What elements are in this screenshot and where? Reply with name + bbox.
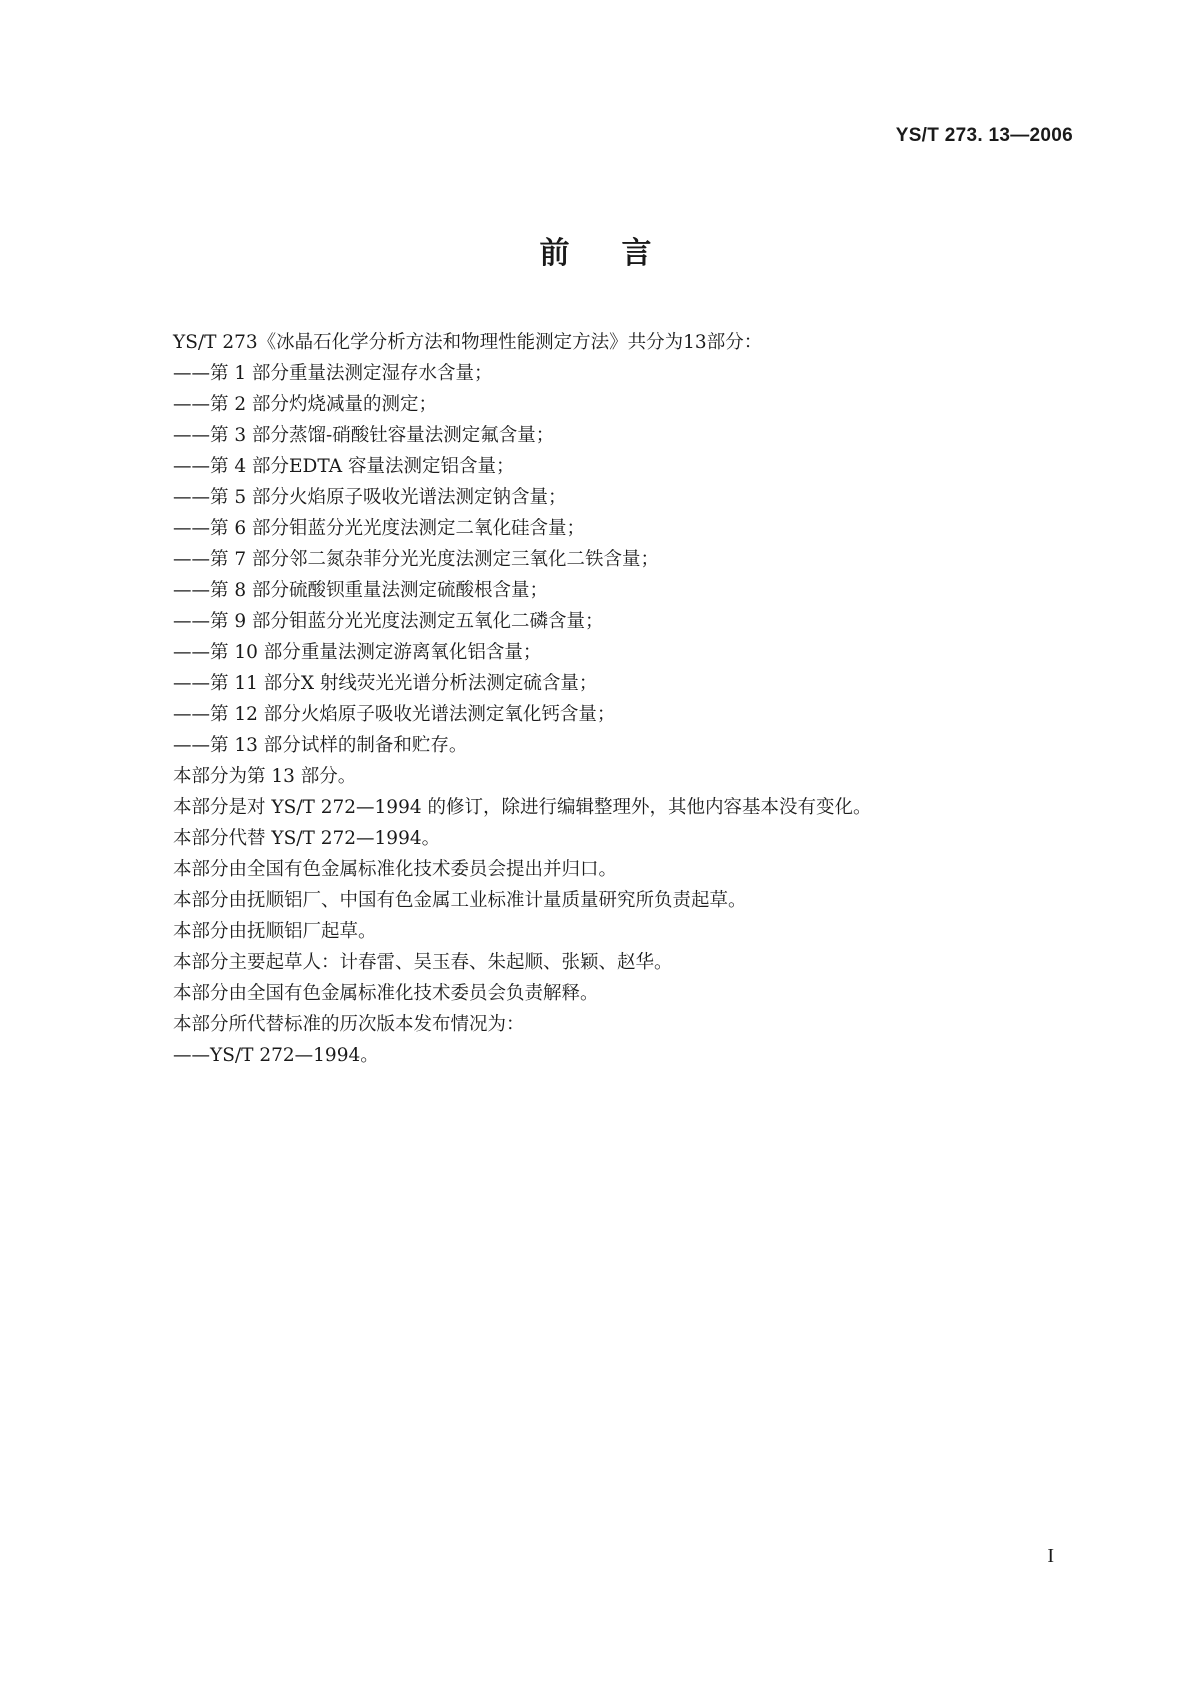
paragraph: 本部分代替 YS/T 272—1994。 bbox=[173, 828, 441, 849]
part-number: ——第 2 部分 bbox=[173, 394, 290, 415]
list-item bbox=[173, 637, 1073, 668]
intro-line: YS/T 273《冰晶石化学分析方法和物理性能测定方法》共分为13部分： bbox=[173, 332, 763, 353]
history-item: ——YS/T 272—1994。 bbox=[173, 1045, 379, 1066]
part-description: 蒸馏-硝酸钍容量法测定氟含量； bbox=[289, 425, 555, 446]
part-number: ——第 5 部分 bbox=[173, 487, 290, 508]
paragraph: 本部分由抚顺铝厂、中国有色金属工业标准计量质量研究所负责起草。 bbox=[173, 890, 747, 911]
page-title: 前言 bbox=[539, 236, 704, 271]
part-number: ——第 10 部分 bbox=[173, 642, 301, 663]
part-description: 重量法测定湿存水含量； bbox=[289, 363, 493, 384]
part-number: ——第 6 部分 bbox=[173, 518, 290, 539]
list-item bbox=[173, 575, 1073, 606]
foreword-body bbox=[173, 327, 1073, 1071]
paragraph: 本部分由全国有色金属标准化技术委员会提出并归口。 bbox=[173, 859, 618, 880]
part-description: X 射线荧光光谱分析法测定硫含量； bbox=[300, 673, 598, 694]
part-description: 灼烧减量的测定； bbox=[289, 394, 438, 415]
list-item bbox=[173, 730, 1073, 761]
list-item bbox=[173, 606, 1073, 637]
part-description: 试样的制备和贮存。 bbox=[300, 735, 468, 756]
part-description: 硫酸钡重量法测定硫酸根含量； bbox=[289, 580, 549, 601]
part-description: 重量法测定游离氧化铝含量； bbox=[300, 642, 542, 663]
parts-list bbox=[173, 358, 1073, 761]
page-number: I bbox=[1047, 1545, 1054, 1567]
part-description: 邻二氮杂菲分光光度法测定三氧化二铁含量； bbox=[289, 549, 660, 570]
part-description: 火焰原子吸收光谱法测定钠含量； bbox=[289, 487, 567, 508]
part-number: ——第 11 部分 bbox=[173, 673, 301, 694]
part-description: 钼蓝分光光度法测定五氧化二磷含量； bbox=[289, 611, 604, 632]
part-description: EDTA 容量法测定铝含量； bbox=[289, 456, 515, 477]
list-item bbox=[173, 699, 1073, 730]
list-item bbox=[173, 668, 1073, 699]
paragraph: 本部分是对 YS/T 272—1994 的修订，除进行编辑整理外，其他内容基本没有变化。 bbox=[173, 797, 872, 818]
paragraph: 本部分主要起草人：计春雷、吴玉春、朱起顺、张颖、赵华。 bbox=[173, 952, 673, 973]
part-description: 钼蓝分光光度法测定二氧化硅含量； bbox=[289, 518, 586, 539]
list-item bbox=[173, 482, 1073, 513]
standard-code: YS/T 273. 13—2006 bbox=[895, 125, 1073, 146]
list-item bbox=[173, 358, 1073, 389]
list-item bbox=[173, 389, 1073, 420]
list-item bbox=[173, 451, 1073, 482]
part-number: ——第 1 部分 bbox=[173, 363, 290, 384]
part-number: ——第 8 部分 bbox=[173, 580, 290, 601]
part-number: ——第 12 部分 bbox=[173, 704, 301, 725]
part-number: ——第 9 部分 bbox=[173, 611, 290, 632]
paragraph: 本部分由抚顺铝厂起草。 bbox=[173, 921, 377, 942]
list-item bbox=[173, 420, 1073, 451]
list-item bbox=[173, 544, 1073, 575]
part-description: 火焰原子吸收光谱法测定氧化钙含量； bbox=[300, 704, 616, 725]
part-number: ——第 7 部分 bbox=[173, 549, 290, 570]
part-number: ——第 3 部分 bbox=[173, 425, 290, 446]
paragraph: 本部分所代替标准的历次版本发布情况为： bbox=[173, 1014, 525, 1035]
list-item bbox=[173, 513, 1073, 544]
part-number: ——第 4 部分 bbox=[173, 456, 290, 477]
part-number: ——第 13 部分 bbox=[173, 735, 301, 756]
paragraph: 本部分为第 13 部分。 bbox=[173, 766, 357, 787]
paragraph: 本部分由全国有色金属标准化技术委员会负责解释。 bbox=[173, 983, 599, 1004]
